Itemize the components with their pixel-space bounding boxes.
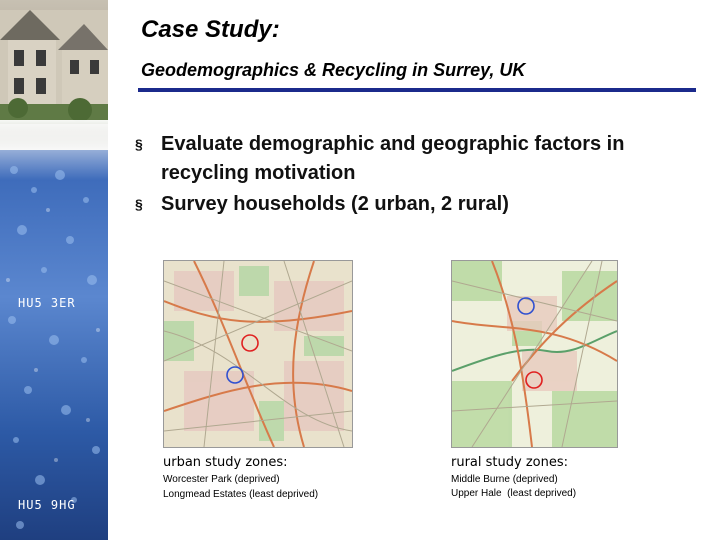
bullet-list: [133, 130, 708, 221]
postcode-label-top: HU5 3ER: [18, 296, 76, 310]
bullet-marker: §: [135, 196, 143, 212]
bullet-text: Survey households (2 urban, 2 rural): [161, 193, 509, 215]
slide-subtitle: Geodemographics & Recycling in Surrey, UK: [141, 60, 526, 80]
sidebar-dots-decoration: [0, 150, 108, 540]
urban-zone-least-deprived: Longmead Estates (least deprived): [163, 489, 319, 500]
rural-caption-heading: rural study zones:: [451, 455, 568, 470]
rural-zone-deprived: Middle Burne (deprived): [451, 474, 558, 485]
longmead-estates-zone-marker: [227, 367, 243, 383]
bullet-item: [133, 130, 708, 188]
slide-title: Case Study:: [141, 16, 280, 43]
urban-caption-heading: urban study zones:: [163, 455, 288, 470]
title-underline: [138, 88, 696, 92]
urban-zone-deprived: Worcester Park (deprived): [163, 474, 280, 485]
middle-burne-zone-marker: [518, 298, 534, 314]
bullet-text: Evaluate demographic and geographic factors in recycling motivation: [161, 133, 625, 184]
rural-map: [451, 260, 618, 448]
postcode-label-bottom: HU5 9HG: [18, 498, 76, 512]
urban-map: [163, 260, 353, 448]
bullet-marker: §: [135, 136, 143, 152]
rural-zone-least-deprived: Upper Hale (least deprived): [451, 488, 577, 499]
upper-hale-zone-marker: [526, 372, 542, 388]
bullet-item: [133, 190, 708, 219]
worcester-park-zone-marker: [242, 335, 258, 351]
sidebar-panel: [0, 0, 108, 540]
